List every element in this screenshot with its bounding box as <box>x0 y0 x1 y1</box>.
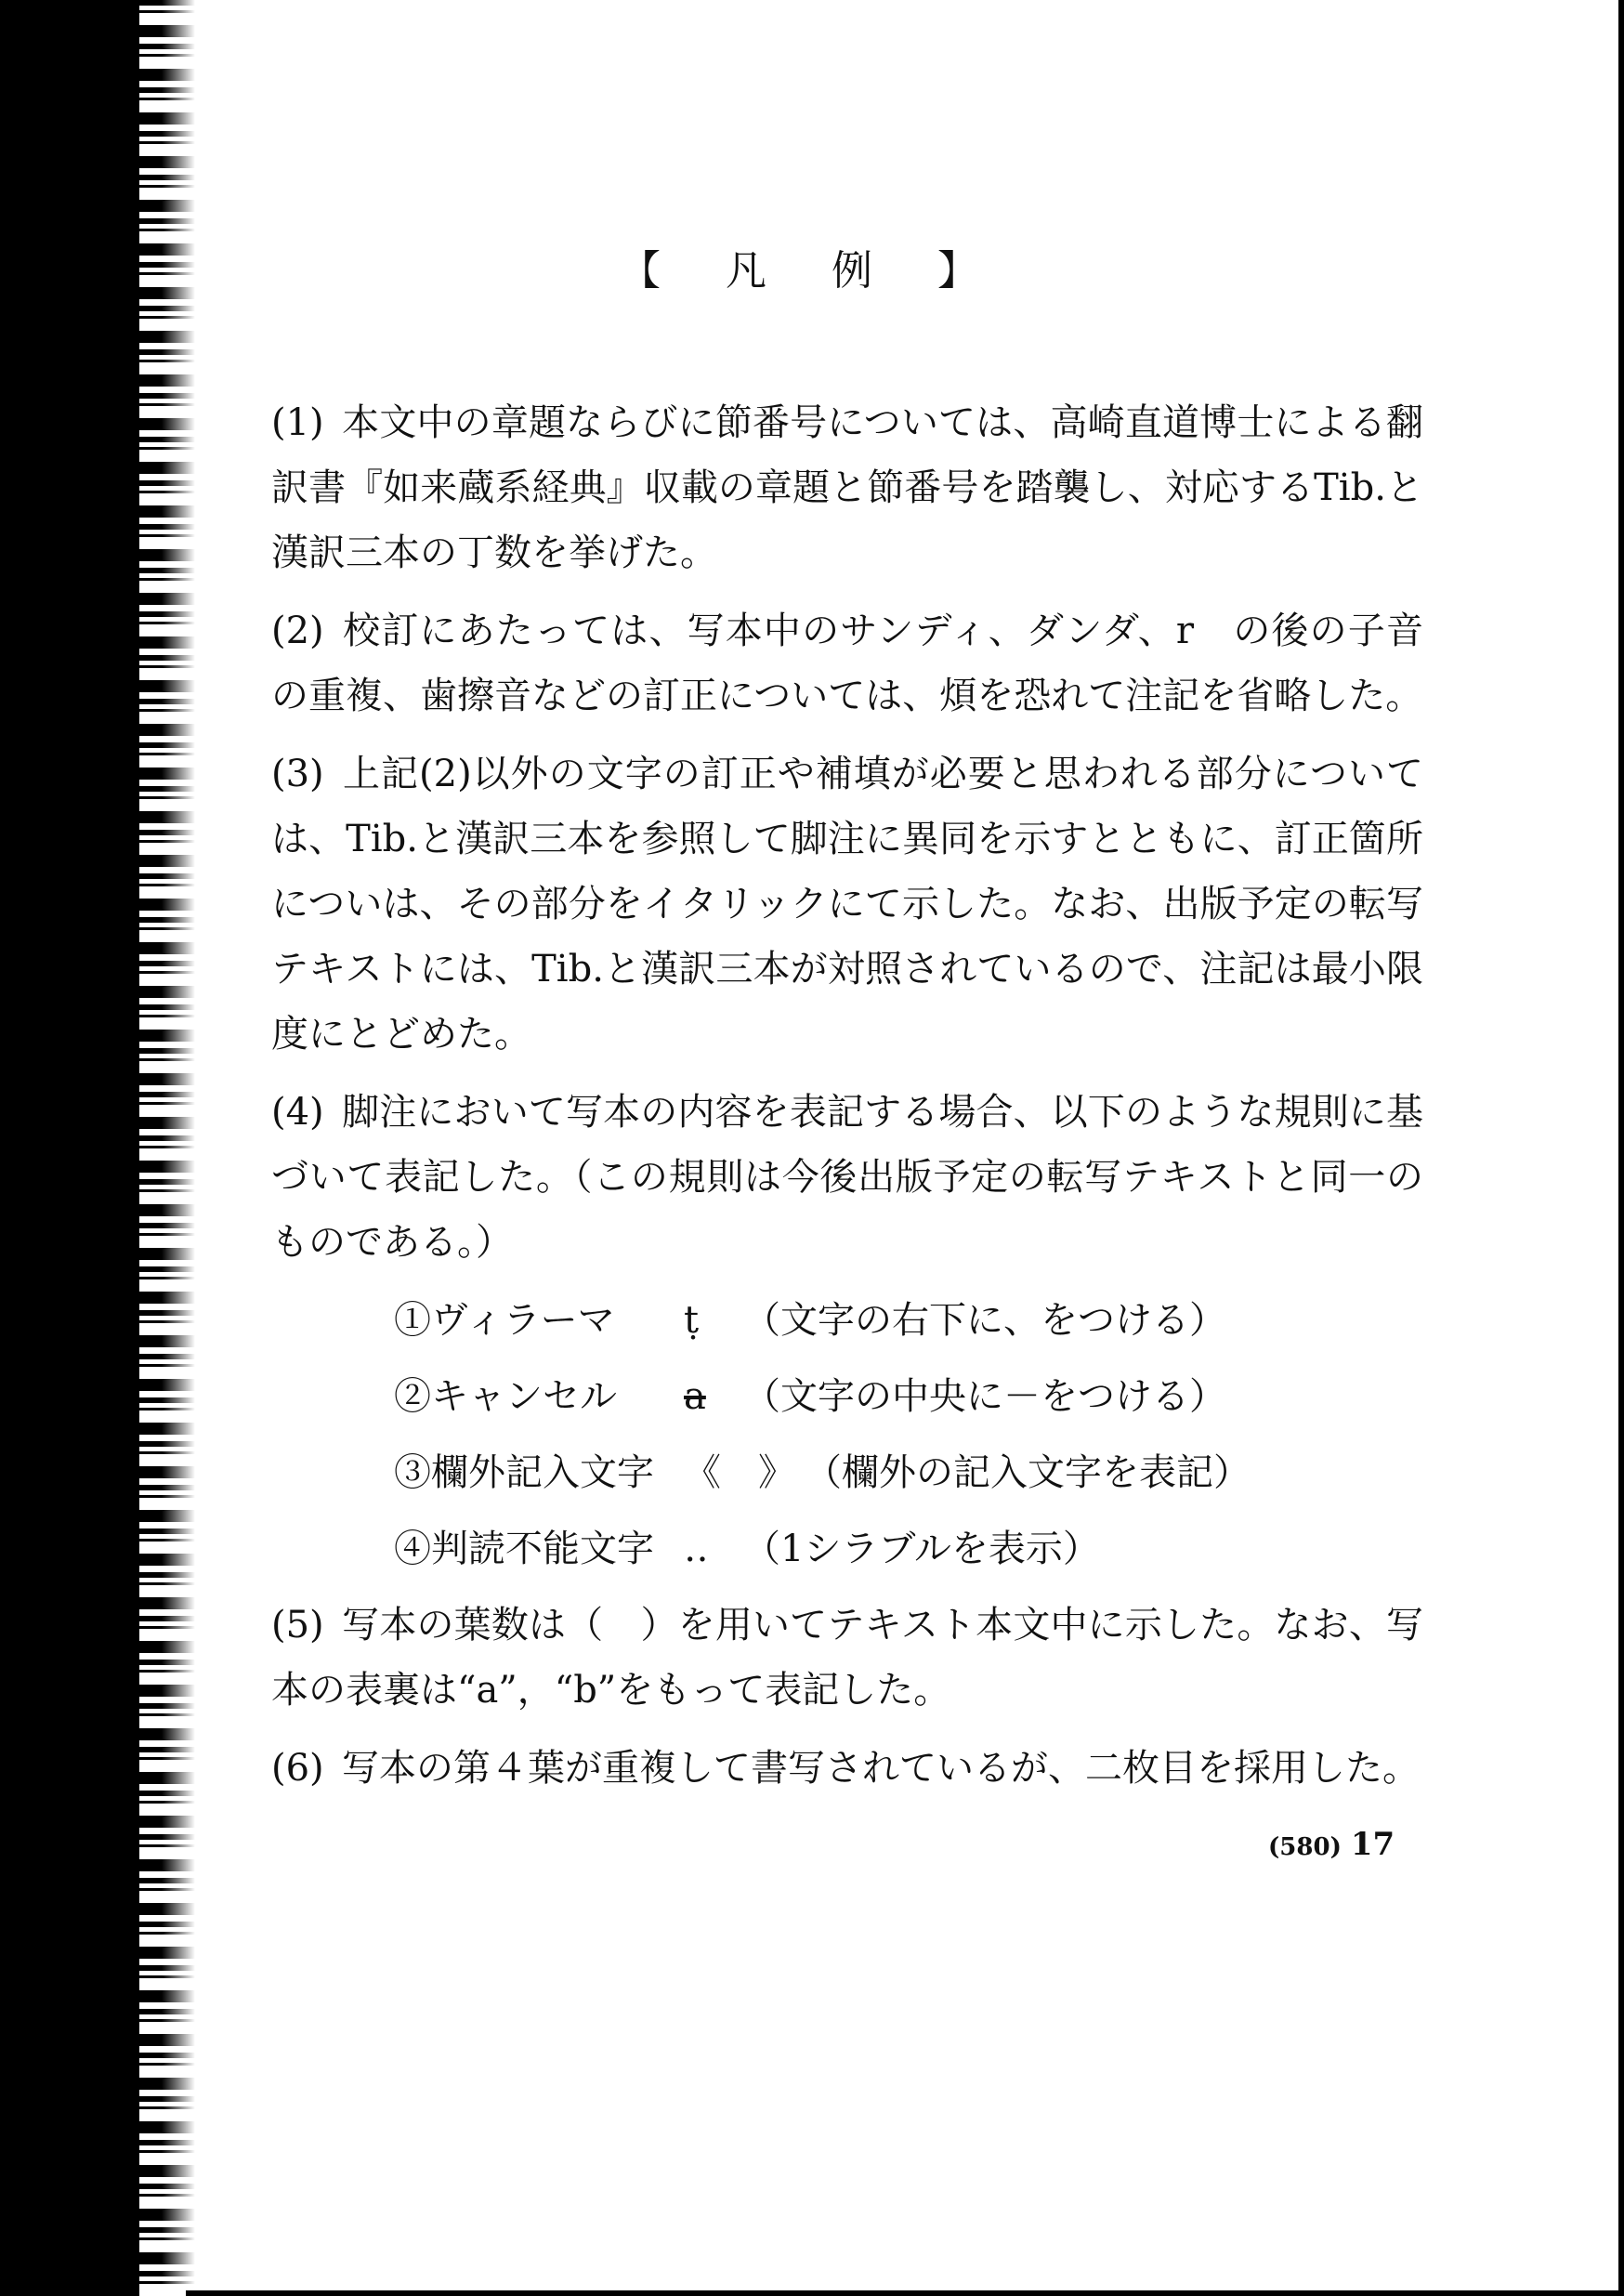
item-number: (6) <box>271 1747 324 1790</box>
legend-body <box>271 390 1423 1814</box>
item-number: (3) <box>271 753 324 795</box>
scan-binding-fray <box>139 0 195 2296</box>
item-text: 写本の第４葉が重複して書写されているが、二枚目を採用した。 <box>342 1747 1420 1790</box>
page-title: 【 凡 例 】 <box>620 247 1004 295</box>
scan-right-edge <box>1618 0 1624 2296</box>
rule-illegible <box>394 1516 1423 1581</box>
rule-label: ④判読不能文字 <box>394 1528 654 1570</box>
rule-symbol: a <box>684 1375 706 1418</box>
rule-desc: （1シラブルを表示） <box>743 1528 1100 1570</box>
item-number: (2) <box>271 610 324 652</box>
rule-symbol: ṭ <box>684 1299 700 1342</box>
legend-item-2 <box>271 598 1423 728</box>
folio <box>1268 1826 1395 1863</box>
item-text: 写本の葉数は（ ）を用いてテキスト本文中に示した。なお、写本の表裏は“a”，“b”をもって表記した。 <box>271 1604 1423 1712</box>
rule-virama <box>394 1288 1423 1353</box>
rule-marginal <box>394 1440 1423 1505</box>
item-number: (4) <box>271 1091 324 1134</box>
rule-desc: （欄外の記入文字を表記） <box>805 1451 1251 1494</box>
rule-desc: （文字の右下に、をつける） <box>743 1299 1226 1342</box>
folio-original-page: (580) <box>1268 1833 1342 1861</box>
scan-bottom-edge <box>186 2290 1624 2296</box>
legend-item-3 <box>271 741 1423 1067</box>
rule-desc: （文字の中央に－をつける） <box>743 1375 1226 1418</box>
legend-item-1 <box>271 390 1423 585</box>
rule-cancel <box>394 1364 1423 1429</box>
scan-binding-edge <box>0 0 139 2296</box>
rule-label: ③欄外記入文字 <box>394 1451 654 1494</box>
legend-item-6 <box>271 1736 1423 1801</box>
rule-label: ②キャンセル <box>394 1375 617 1418</box>
legend-item-5 <box>271 1593 1423 1723</box>
item-number: (5) <box>271 1604 324 1647</box>
item-number: (1) <box>271 401 324 444</box>
item-text: 上記(2)以外の文字の訂正や補填が必要と思われる部分については、Tib.と漢訳三本を参照して脚注に異同を示すとともに、訂正箇所についは、その部分をイタリックにて示した。なお、出版予定の転写テキストには、Tib.と漢訳三本が対照されているので、注記は最小限度にとどめた。 <box>271 753 1423 1056</box>
rule-symbol: 《 》 <box>684 1451 795 1494</box>
item-text: 脚注において写本の内容を表記する場合、以下のような規則に基づいて表記した。（この規則は今後出版予定の転写テキストと同一のものである。） <box>271 1091 1423 1264</box>
item-text: 本文中の章題ならびに節番号については、高崎直道博士による翻訳書『如来蔵系経典』収載の章題と節番号を踏襲し、対応するTib.と漢訳三本の丁数を挙げた。 <box>271 401 1423 574</box>
page-number: 17 <box>1350 1826 1395 1863</box>
rule-label: ①ヴィラーマ <box>394 1299 615 1342</box>
item-text: 校訂にあたっては、写本中のサンディ、ダンダ、r の後の子音の重複、歯擦音などの訂正については、煩を恐れて注記を省略した。 <box>271 610 1423 717</box>
legend-item-4 <box>271 1080 1423 1275</box>
rule-symbol: ‥ <box>684 1528 709 1570</box>
